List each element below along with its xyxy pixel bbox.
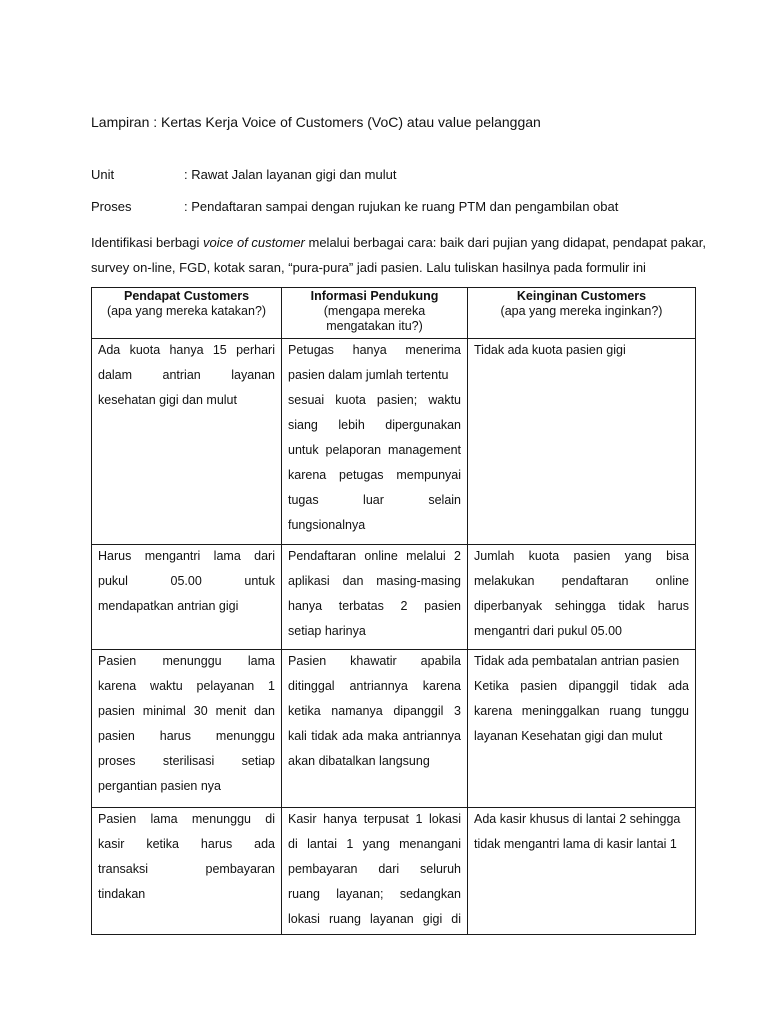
header-subtitle: (apa yang mereka katakan?) — [106, 304, 267, 318]
intro-italic-text: voice of customer — [203, 235, 305, 250]
cell-line: kali tidak ada maka antriannya — [288, 729, 461, 743]
cell-line: tugas luar selain — [288, 493, 461, 507]
table-row — [92, 339, 696, 545]
header-subtitle: mengatakan itu?) — [326, 319, 423, 333]
table-row — [92, 650, 696, 808]
cell-line: pasien minimal 30 menit dan — [98, 704, 275, 718]
cell-line: fungsionalnya — [288, 518, 366, 532]
unit-label: Unit — [91, 167, 115, 182]
cell-line: Pasien menunggu lama — [98, 654, 275, 668]
table-body — [92, 339, 696, 935]
intro-line-2: survey on-line, FGD, kotak saran, “pura-pura” jadi pasien. Lalu tuliskan hasilnya pada formulir ini — [91, 260, 646, 275]
intro-text: Identifikasi berbagi — [91, 235, 204, 250]
cell-line: akan dibatalkan langsung — [288, 754, 430, 768]
table-cell — [282, 650, 468, 808]
table-cell — [468, 339, 696, 545]
proses-row — [91, 199, 618, 214]
table-cell — [282, 339, 468, 545]
cell-line: layanan Kesehatan gigi dan mulut — [474, 729, 663, 743]
cell-line: Ada kasir khusus di lantai 2 sehingga — [474, 812, 681, 826]
cell-line: proses sterilisasi setiap — [98, 754, 275, 768]
cell-line: mendapatkan antrian gigi — [98, 599, 239, 613]
cell-line: Pendaftaran online melalui 2 — [288, 549, 461, 563]
table-cell — [92, 545, 282, 650]
cell-line: pasien dalam jumlah tertentu — [288, 368, 449, 382]
header-title: Pendapat Customers — [123, 289, 250, 303]
cell-line: tindakan — [98, 887, 146, 901]
table-cell — [468, 650, 696, 808]
voc-table — [91, 287, 696, 935]
cell-line: lokasi ruang layanan gigi di — [288, 912, 461, 926]
header-title: Keinginan Customers — [516, 289, 647, 303]
cell-line: Pasien khawatir apabila — [288, 654, 461, 668]
cell-line: pergantian pasien nya — [98, 779, 222, 793]
table-cell — [92, 650, 282, 808]
proses-value: : Pendaftaran sampai dengan rujukan ke ruang PTM dan pengambilan obat — [184, 199, 619, 214]
cell-line: di lantai 1 yang menangani — [288, 837, 461, 851]
intro-line-1 — [91, 230, 706, 255]
cell-line: transaksi pembayaran — [98, 862, 275, 876]
cell-line: Tidak ada pembatalan antrian pasien — [474, 654, 680, 668]
header-subtitle: (apa yang mereka inginkan?) — [500, 304, 663, 318]
cell-line: dalam antrian layanan — [98, 368, 275, 382]
document-title: Lampiran : Kertas Kerja Voice of Customers (VoC) atau value pelanggan — [91, 114, 541, 130]
header-informasi-pendukung — [282, 288, 468, 339]
cell-line: hanya terbatas 2 pasien — [288, 599, 461, 613]
cell-line: ditinggal antriannya karena — [288, 679, 461, 693]
cell-line: Harus mengantri lama dari — [98, 549, 275, 563]
cell-line: mengantri dari pukul 05.00 — [474, 624, 623, 638]
intro-paragraph — [91, 230, 706, 280]
cell-line: siang lebih dipergunakan — [288, 418, 461, 432]
unit-value: : Rawat Jalan layanan gigi dan mulut — [184, 167, 397, 182]
cell-line: diperbanyak sehingga tidak harus — [474, 599, 689, 613]
header-title: Informasi Pendukung — [310, 289, 439, 303]
proses-label: Proses — [91, 199, 132, 214]
table-cell — [92, 808, 282, 935]
table-cell — [468, 808, 696, 935]
table-row — [92, 545, 696, 650]
cell-line: sesuai kuota pasien; waktu — [288, 393, 461, 407]
cell-line: karena meninggalkan ruang tunggu — [474, 704, 689, 718]
cell-line: Jumlah kuota pasien yang bisa — [474, 549, 689, 563]
table-cell — [92, 339, 282, 545]
table-header-row — [92, 288, 696, 339]
cell-line: Kasir hanya terpusat 1 lokasi — [288, 812, 461, 826]
table-cell — [282, 808, 468, 935]
cell-line: ketika namanya dipanggil 3 — [288, 704, 461, 718]
cell-line: aplikasi dan masing-masing — [288, 574, 461, 588]
cell-line: Pasien lama menunggu di — [98, 812, 275, 826]
cell-line: melakukan pendaftaran online — [474, 574, 689, 588]
cell-line: karena petugas mempunyai — [288, 468, 461, 482]
cell-line: Petugas hanya menerima — [288, 343, 461, 357]
cell-line: kesehatan gigi dan mulut — [98, 393, 237, 407]
intro-text: melalui berbagai cara: baik dari pujian yang didapat, pendapat pakar, — [304, 235, 706, 250]
cell-line: Ada kuota hanya 15 perhari — [98, 343, 275, 357]
cell-line: Tidak ada kuota pasien gigi — [474, 343, 626, 357]
header-keinginan-customers — [468, 288, 696, 339]
header-subtitle: (mengapa mereka — [323, 304, 426, 318]
cell-line: tidak mengantri lama di kasir lantai 1 — [474, 837, 677, 851]
unit-row — [91, 167, 396, 182]
cell-line: karena waktu pelayanan 1 — [98, 679, 275, 693]
cell-line: pasien harus menunggu — [98, 729, 275, 743]
cell-line: kasir ketika harus ada — [98, 837, 275, 851]
header-pendapat-customers — [92, 288, 282, 339]
cell-line: ruang layanan; sedangkan — [288, 887, 461, 901]
cell-line: Ketika pasien dipanggil tidak ada — [474, 679, 689, 693]
cell-line: pukul 05.00 untuk — [98, 574, 275, 588]
cell-line: pembayaran dari seluruh — [288, 862, 461, 876]
table-cell — [282, 545, 468, 650]
cell-line: untuk pelaporan management — [288, 443, 461, 457]
cell-line: setiap harinya — [288, 624, 366, 638]
table-cell — [468, 545, 696, 650]
table-row — [92, 808, 696, 935]
